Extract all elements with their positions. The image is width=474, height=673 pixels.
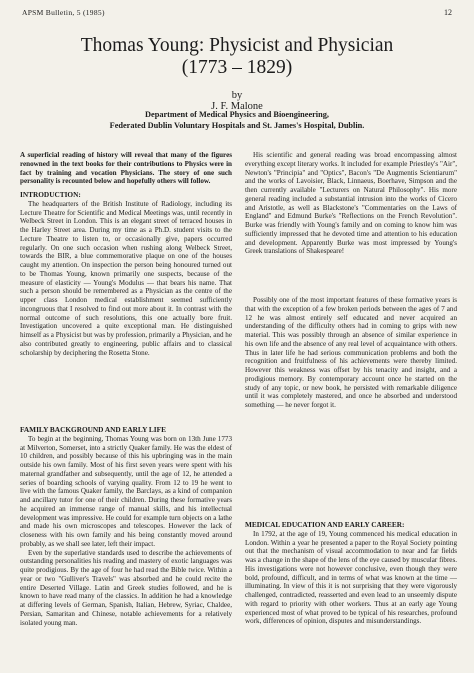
intro-paragraph: The headquarters of the British Institute of Radiology, including its Lecture Theatre for Scientific and Medical Meetings was, until recently in Welbeck Street in London. This is an elegant street of terraced houses in the Harley Street area. During my time as a Ph.D. student visits to the Lecture Theatre to listen to, or occasionally give, papers occurred regularly. On one such occasion when rushing along Welbeck Street, towards the BIR, a blue commemorative plaque on one of the houses caught my attention. On inspection the person being honoured turned out to be Thomas Young, known primarily one suspects, because of the measure of elasticity — Young's Modulus — that bears his name. That such a person should be remembered as a Physician as the centre of the upper class London medical establishment seemed sufficiently incongruous that I resolved to find out more about it. In contrast with the normal outcome of such resolutions, this one actually bore fruit. Investigation uncovered a quite exceptional man. He distinguished himself as a Physicist but was by profession, primarily a Physician, and he also contributed greatly to engineering, public affairs and to classical scholarship by deciphering the Rosetta Stone.: [20, 199, 232, 357]
running-head: [22, 8, 452, 20]
affiliation-line-1: Department of Medical Physics and Bioengineering,: [145, 110, 329, 119]
left-column-bottom: [20, 426, 232, 627]
scientific-reading-paragraph: His scientific and general reading was broad encompassing almost everything except literary works. It included for example Priestley's "Air", Newton's "Principia" and "Optics", Bacon's "De Augmentis Scientiarum" and the works of Lavoisier, Black, Linnaeus, Boerhave, Simpson and the then currently available "Lecturers on Natural Philosophy". His more general reading included a substantial intrusion into the works of Cicero and Aristotle, as well as Blackstone's "Commentaries on the Laws of England" and Edmund Burke's "Reflections on the French Revolution". Burke was friendly with Young's family and on coming to know him was sufficiently impressed that he devoted time and attention to his education and development. Apparently Burke was most impressed by Young's Greek translations of Shakespeare!: [245, 151, 457, 256]
title-line-1: Thomas Young: Physicist and Physician: [80, 35, 394, 56]
medical-paragraph: In 1792, at the age of 19, Young commenced his medical education in London. Within a year he presented a paper to the Royal Society pointing out that the mechanism of visual accommodation to near and far fields was a change in the shape of the lens of the eye caused by muscular fibres. His investigations were not however conclusive, even though they were bold, profound, difficult, and in terms of what was known at the time — illuminating. In view of this it is not surprising that they were vigorously challenged, contradicted, reasserted and even lead to an unseemly dispute with regard to priority with other workers. Thus at an early age Young experienced most of what proved to be typical of his researches, profound work, differences of opinion, disputes and misunderstandings.: [245, 529, 457, 626]
section-heading-family: FAMILY BACKGROUND AND EARLY LIFE: [20, 425, 166, 434]
page-number: 12: [444, 8, 452, 17]
formative-years-paragraph: Possibly one of the most important features of these formative years is that with the exception of a few broken periods between the ages of 7 and 12 he was almost entirely self educated and never acquired an understanding of the difficulty others had in coming to grips with new material. This was possibly through an absence of similar experience in his own life and the absence of any real level of acquaintance with others. Thus in later life he had serious communication problems and both the recognition and fruitfulness of his achievements were thereby limited. However this weakness was offset by his tenacity and insight, and a prodigious memory. By contemporary account once he started on the study of any topic, or new book, he persisted with remarkable diligence until it was completely mastered, and once he absorbed and understood something — he never forgot it.: [245, 296, 457, 409]
affiliation-line-2: Federated Dublin Voluntary Hospitals and St. James's Hospital, Dublin.: [109, 121, 365, 130]
abstract: A superficial reading of history will reveal that many of the figures renowned in the text books for their contributions to Physics were in fact by training and vocation Physicians. The story of one such personality is recounted below and hopefully others will follow.: [20, 151, 232, 186]
affiliation: [20, 109, 454, 131]
article-title: [20, 35, 454, 79]
byline-by: by: [231, 90, 243, 101]
family-paragraph-1: To begin at the beginning, Thomas Young was born on 13th June 1773 at Milverton, Somerset, into a strictly Quaker family. He was the eldest of 10 children, and possibly because of this his upbringing was in the main outside his own family. Most of his first seven years were spent with his maternal grandfather and subsequently, until the age of 12, he attended a series of boarding schools of varying quality. From 12 to 19 he went to live with the famous Quaker family, the Barclays, as a kind of companion and ancillary tutor for one of their children. During these formative years he acquired an immense range of manual skills, and his intellectual development was impressive. He could for example turn objects on a lathe and made his own microscopes and telescopes. However the lack of closeness with his own family and his being constantly moved around probably, as we shall see later, left their impact.: [20, 434, 232, 548]
right-column-bottom: [245, 521, 457, 626]
author-name: J. F. Malone: [211, 101, 263, 112]
right-column-middle: [245, 296, 457, 410]
section-heading-introduction: INTRODUCTION:: [20, 190, 81, 199]
title-line-2: (1773 – 1829): [181, 57, 293, 78]
right-column-top: [245, 151, 457, 256]
journal-citation: APSM Bulletin, 5 (1985): [22, 8, 105, 17]
left-column-top: [20, 151, 232, 357]
family-paragraph-2: Even by the superlative standards used to describe the achievements of outstanding personalities his reading and mastery of exotic languages was quite prodigious. By the age of four he had read the Bible twice. Within a year or two "Gulliver's Travels" was absorbed and he could recite the entire Deserted Village. Latin and Greek studies followed, and he is known to have read many of the classics. In addition he had a knowledge at differing levels of German, Spanish, Italian, Hebrew, Syriac, Chaldee, Persian, Samaritan and Chinese, notable achievements for a relatively isolated young man.: [20, 548, 232, 627]
section-heading-medical: MEDICAL EDUCATION AND EARLY CAREER:: [245, 520, 405, 529]
